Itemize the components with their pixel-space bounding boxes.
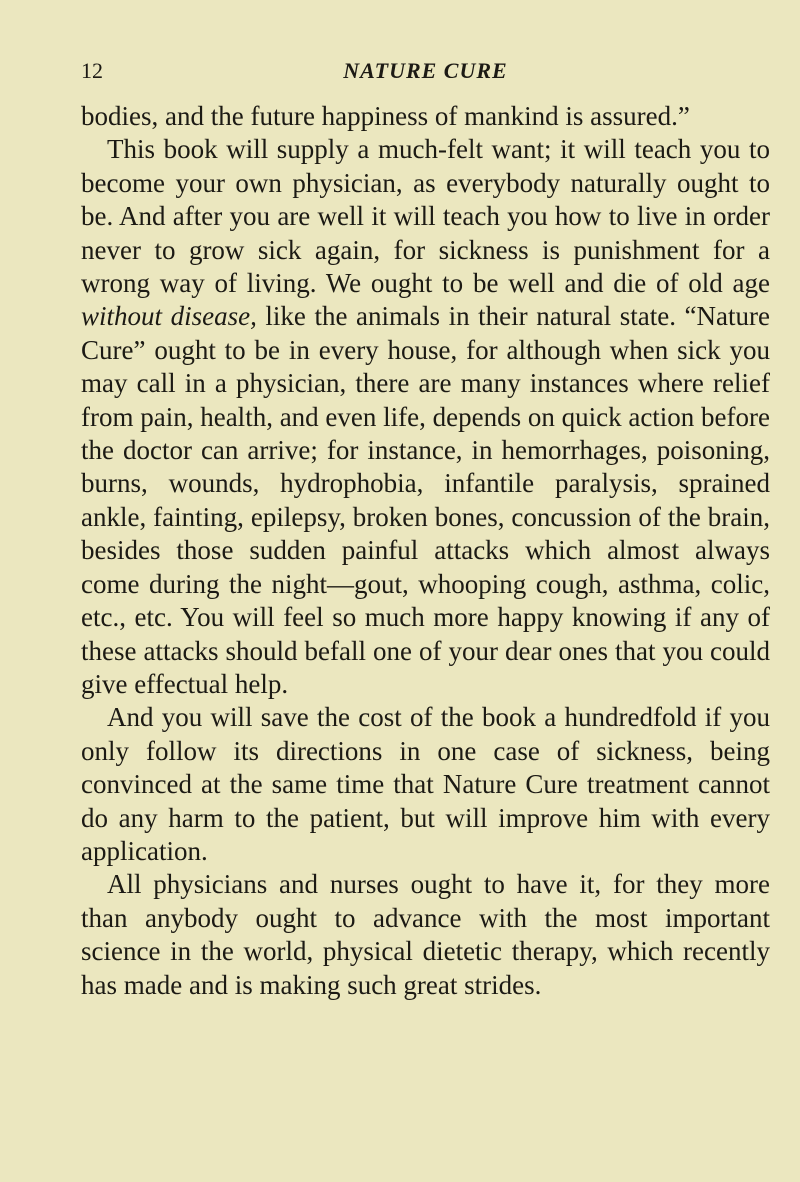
emphasized-phrase: without disease, <box>81 301 257 332</box>
body-text <box>81 100 770 1002</box>
page-number: 12 <box>81 58 103 83</box>
running-head <box>81 56 770 86</box>
paragraph-continuation: bodies, and the future happiness of mankind is assured.” <box>81 101 690 131</box>
paragraph-book-purpose <box>81 133 770 701</box>
running-title: NATURE CURE <box>343 58 508 83</box>
paragraph-text-before-emphasis: This book will supply a much-felt want; it will teach you to become your own physician, as everybody naturally ought to be. And after you are well it will teach you how to live in order never to grow sick again, for sickness is punishment for a wrong way of living. We ought to be well and die of old age <box>81 134 770 299</box>
paragraph-cost-savings: And you will save the cost of the book a hundredfold if you only follow its directions in one case of sickness, being convinced at the same time that Nature Cure treatment cannot do any harm to the patient, but will improve him with every application. <box>81 702 770 866</box>
paragraph-text-after-emphasis: like the animals in their natural state. “Nature Cure” ought to be in every house, for although when sick you may call in a physician, there are many instances where relief from pain, health, and even life, depends on quick action before the doctor can arrive; for instance, in hemorrhages, poisoning, burns, wounds, hydrophobia, infantile paralysis, sprained ankle, fainting, epilepsy, broken bones, concussion of the brain, besides those sudden painful attacks which almost always come during the night—gout, whooping cough, asthma, colic, etc., etc. You will feel so much more happy knowing if any of these attacks should befall one of your dear ones that you could give effectual help. <box>81 301 771 699</box>
paragraph-physicians-nurses: All physicians and nurses ought to have it, for they more than anybody ought to advance with the most important science in the world, physical dietetic therapy, which recently has made and is making such great strides. <box>81 869 770 1000</box>
